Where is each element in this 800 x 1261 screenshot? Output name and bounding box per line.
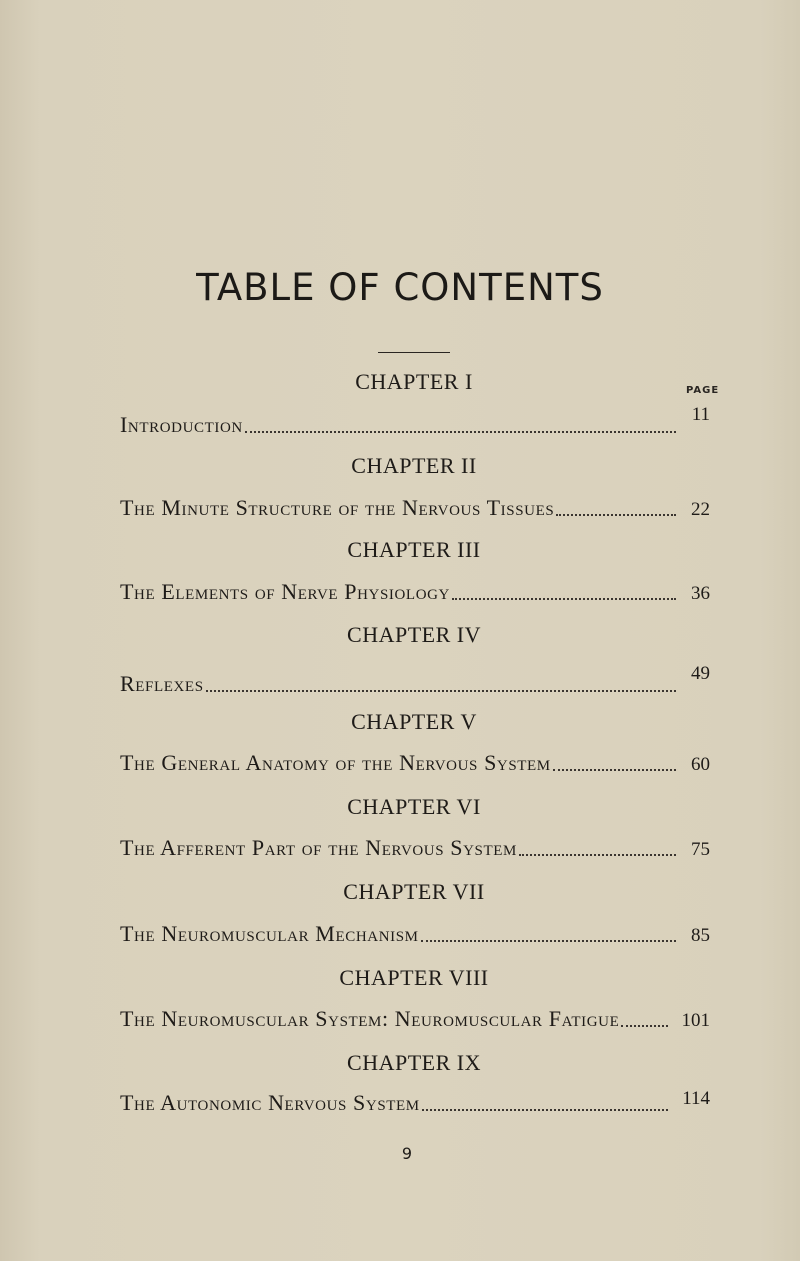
chapter-heading: CHAPTER I [355, 369, 473, 394]
toc-entry[interactable] [120, 837, 710, 861]
entry-title: Reflexes [120, 671, 204, 696]
entry-title: The Elements of Nerve Physiology [120, 579, 450, 604]
chapter-heading: CHAPTER II [351, 453, 477, 478]
toc-entry[interactable] [120, 923, 710, 947]
dot-leader [206, 690, 676, 692]
chapter-heading: CHAPTER VI [347, 794, 481, 819]
page-number: 9 [401, 1144, 413, 1163]
chapter-heading: CHAPTER V [351, 709, 477, 734]
dot-leader [519, 854, 676, 856]
page-title: TABLE OF CONTENTS [196, 266, 604, 309]
entry-page-number: 75 [691, 839, 710, 860]
entry-page-number: 60 [691, 754, 710, 775]
chapter-heading: CHAPTER IX [347, 1050, 481, 1075]
chapter-heading: CHAPTER VII [343, 879, 485, 904]
toc-entry[interactable] [120, 752, 710, 776]
toc-entry[interactable] [120, 1008, 710, 1032]
dot-leader [422, 1109, 668, 1111]
page-column-label: PAGE [686, 385, 720, 396]
dot-leader [452, 598, 676, 600]
entry-page-number: 101 [681, 1010, 710, 1031]
toc-entry[interactable] [120, 581, 710, 605]
dot-leader [421, 940, 676, 942]
chapter-heading: CHAPTER III [347, 537, 481, 562]
entry-title: The Minute Structure of the Nervous Tissues [120, 495, 555, 520]
entry-page-number: 22 [691, 499, 710, 520]
dot-leader [621, 1025, 668, 1027]
dot-leader [556, 514, 676, 516]
entry-title: The Afferent Part of the Nervous System [120, 835, 517, 860]
entry-title: The Neuromuscular System: Neuromuscular Fatigue [120, 1006, 620, 1031]
entry-title: The General Anatomy of the Nervous System [120, 750, 551, 775]
dot-leader [245, 431, 676, 433]
dot-leader [553, 769, 676, 771]
entry-title: Introduction [120, 412, 243, 437]
toc-entry[interactable] [120, 663, 710, 697]
toc-entry[interactable] [120, 497, 710, 521]
entry-page-number: 36 [691, 583, 710, 604]
entry-title: The Neuromuscular Mechanism [120, 921, 419, 946]
toc-entry[interactable] [120, 404, 710, 438]
entry-page-number: 11 [691, 404, 710, 425]
chapter-heading: CHAPTER VIII [339, 965, 489, 990]
entry-title: The Autonomic Nervous System [120, 1090, 420, 1115]
entry-page-number: 49 [691, 663, 710, 684]
title-rule [378, 352, 450, 353]
chapter-heading: CHAPTER IV [347, 622, 481, 647]
toc-entry[interactable] [120, 1088, 710, 1116]
entry-page-number: 114 [682, 1088, 710, 1109]
entry-page-number: 85 [691, 925, 710, 946]
